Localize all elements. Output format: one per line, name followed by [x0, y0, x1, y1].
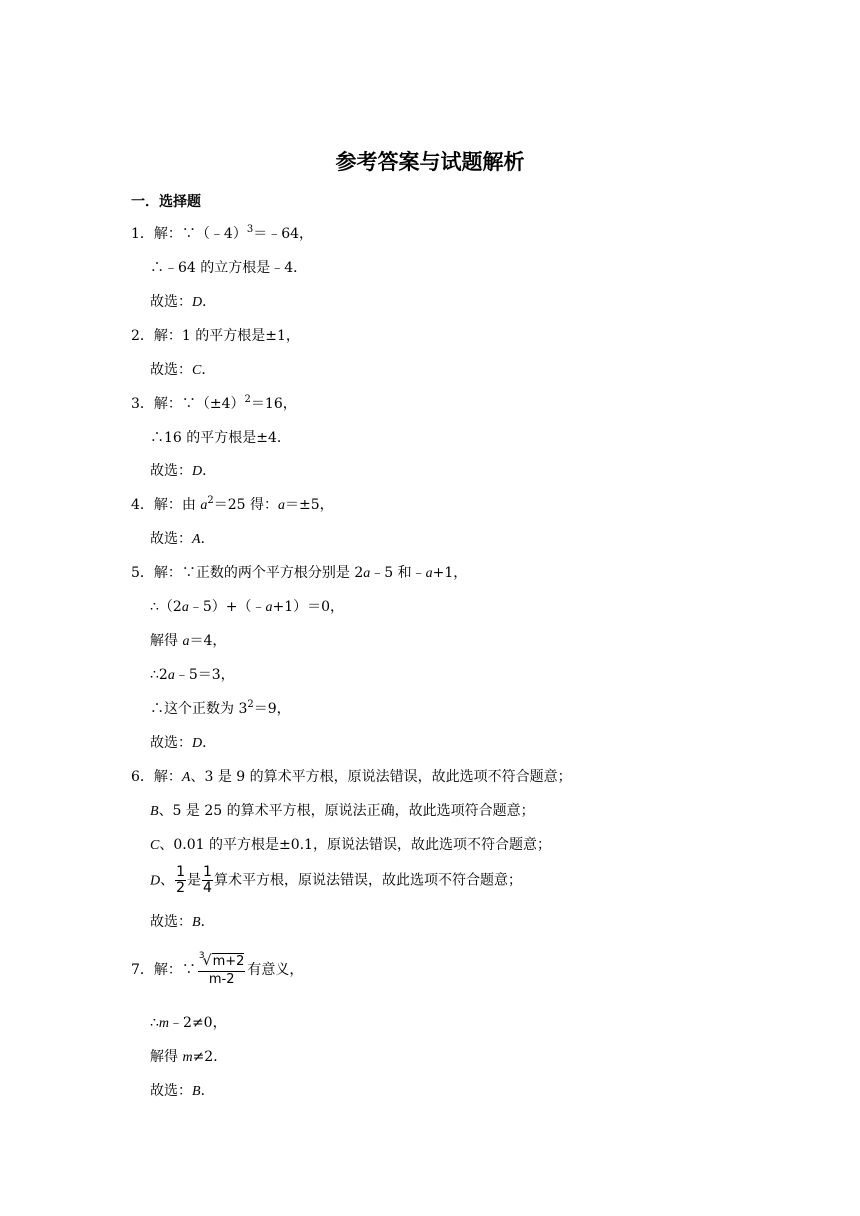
page-title: 参考答案与试题解析 — [335, 150, 525, 174]
q5-answer: 故选：D． — [150, 735, 217, 751]
q7-line-3: 解得 m≠2． — [150, 1049, 228, 1065]
q6-answer: 故选：B． — [150, 914, 215, 930]
section-heading: 一．选择题 — [131, 194, 201, 210]
fraction-one-quarter: $\frac{1}{4}$ — [203, 864, 212, 896]
q3-line-1: 3．解：$\because(\pm 4)^2=16$， — [131, 394, 297, 412]
q5-line-5: ∴这个正数为 $3^2=9$， — [150, 699, 291, 717]
q7-line-1: 7．解：∵ $\frac{^3√m+2}{m-2}$ 有意义， — [131, 950, 304, 987]
q6-option-d: D、 $\frac{1}{2}$ 是 $\frac{1}{4}$ 算术平方根，原说法错误，故此选项不符合题意； — [150, 864, 522, 896]
q3-answer: 故选：D． — [150, 463, 217, 479]
q5-line-2: ∴（2a﹣5）+（﹣a+1）＝0， — [150, 599, 345, 615]
q5-line-1: 5．解：∵正数的两个平方根分别是 2a﹣5 和﹣a+1， — [131, 565, 468, 581]
q1-answer: 故选：D． — [150, 294, 217, 310]
fraction-one-half: $\frac{1}{2}$ — [176, 864, 186, 896]
q1-line-2: ∴﹣64 的立方根是﹣4． — [150, 260, 308, 276]
q5-line-3: 解得 a＝4， — [150, 633, 227, 649]
q4-line-1: 4．解：由 $a^2=25$ 得：a＝±5， — [131, 495, 334, 513]
q7-answer: 故选：B． — [150, 1083, 215, 1099]
q7-line-2: ∴m﹣2≠0， — [150, 1015, 227, 1031]
q6-option-c: C、0.01 的平方根是±0.1，原说法错误，故此选项不符合题意； — [150, 837, 551, 853]
q2-answer: 故选：C． — [150, 362, 216, 378]
q3-line-2: ∴16 的平方根是±4． — [150, 430, 291, 446]
q6-option-b: B、5 是 25 的算术平方根，原说法正确，故此选项符合题意； — [150, 803, 535, 819]
q5-line-4: ∴2a﹣5＝3， — [150, 667, 235, 683]
cube-root-fraction: $\frac{^3√m+2}{m-2}$ — [198, 950, 245, 987]
q4-answer: 故选：A． — [150, 531, 215, 547]
q2-line-1: 2．解：1 的平方根是±1， — [131, 328, 300, 344]
q6-option-a: 6．解：A、3 是 9 的算术平方根，原说法错误，故此选项不符合题意； — [131, 769, 572, 785]
q1-line-1: 1．解：∵（﹣4）$^3$＝﹣64， — [131, 224, 314, 242]
